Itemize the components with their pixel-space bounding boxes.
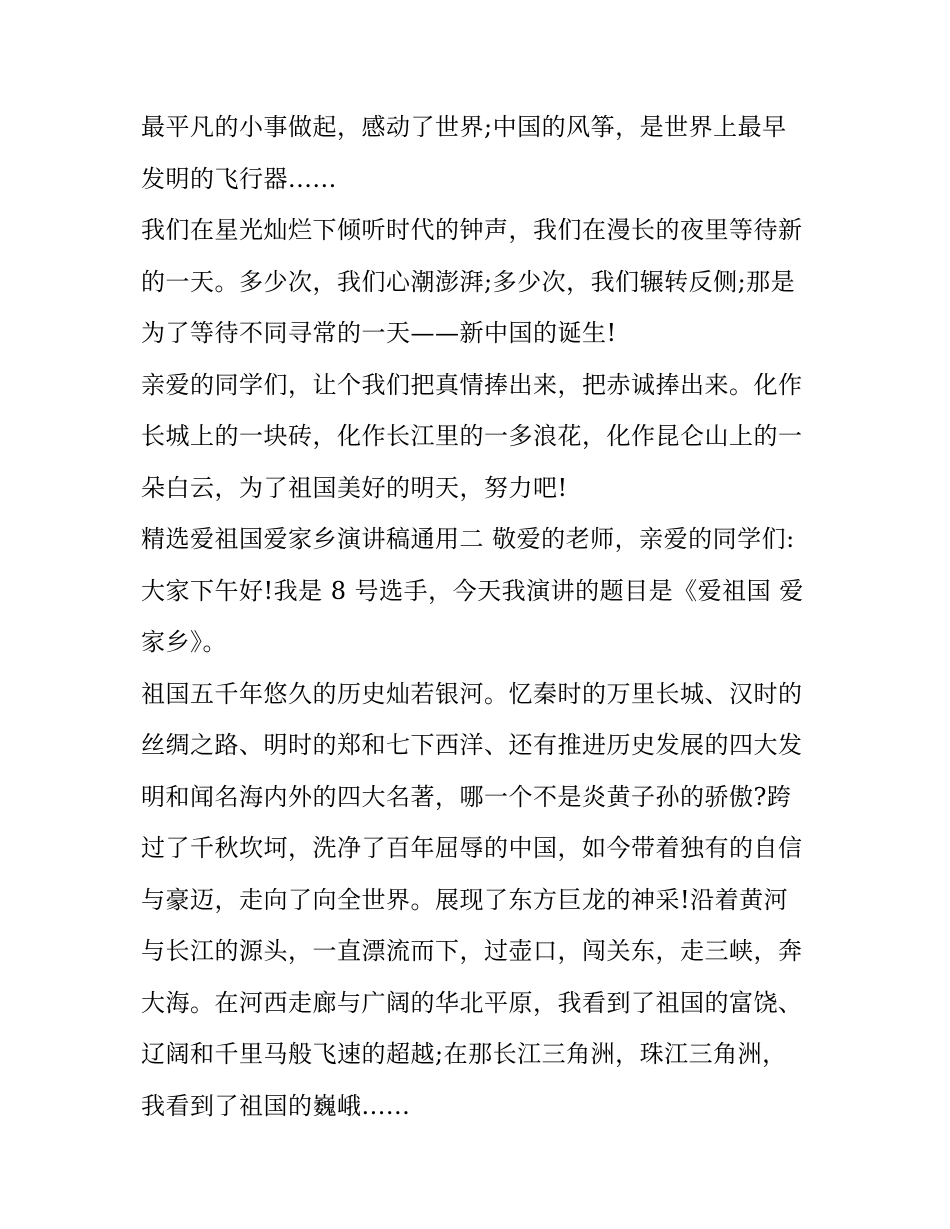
text-line: 发明的飞行器...... bbox=[141, 164, 337, 193]
text-line: 辽阔和千里马般飞速的超越;在那长江三角洲，珠江三角洲， bbox=[141, 1040, 787, 1068]
text-line: 丝绸之路、明时的郑和七下西洋、还有推进历史发展的四大发 bbox=[141, 731, 803, 759]
text-line: 家乡》。 bbox=[141, 628, 227, 656]
text-line: 与豪迈，走向了向全世界。展现了东方巨龙的神采!沿着黄河 bbox=[141, 885, 789, 914]
text-line: 我看到了祖国的巍峨...... bbox=[141, 1091, 411, 1120]
text-line: 长城上的一块砖，化作长江里的一多浪花，化作昆仑山上的一 bbox=[141, 422, 803, 450]
text-line: 过了千秋坎坷，洗净了百年屈辱的中国，如今带着独有的自信 bbox=[141, 834, 803, 862]
text-line: 朵白云，为了祖国美好的明天，努力吧! bbox=[141, 473, 568, 502]
text-line: 为了等待不同寻常的一天——新中国的诞生! bbox=[141, 319, 617, 347]
text-line: 我们在星光灿烂下倾听时代的钟声，我们在漫长的夜里等待新 bbox=[141, 216, 803, 244]
text-line: 的一天。多少次，我们心潮澎湃;多少次，我们辗转反侧;那是 bbox=[141, 267, 796, 296]
text-line: 大海。在河西走廊与广阔的华北平原，我看到了祖国的富饶、 bbox=[141, 988, 803, 1017]
text-line: 祖国五千年悠久的历史灿若银河。忆秦时的万里长城、汉时的 bbox=[141, 679, 803, 708]
text-line: 最平凡的小事做起，感动了世界;中国的风筝，是世界上最早 bbox=[141, 113, 787, 141]
text-line: 与长江的源头，一直漂流而下，过壶口，闯关东，走三峡，奔 bbox=[141, 937, 803, 965]
text-line: 亲爱的同学们，让个我们把真情捧出来，把赤诚捧出来。化作 bbox=[141, 370, 803, 399]
body-text bbox=[141, 102, 821, 1132]
text-line: 明和闻名海内外的四大名著，哪一个不是炎黄子孙的骄傲?跨 bbox=[141, 782, 792, 811]
text-line: 大家下午好!我是 8 号选手，今天我演讲的题目是《爱祖国 爱 bbox=[141, 576, 804, 605]
text-line: 精选爱祖国爱家乡演讲稿通用二 敬爱的老师，亲爱的同学们: bbox=[141, 525, 795, 553]
